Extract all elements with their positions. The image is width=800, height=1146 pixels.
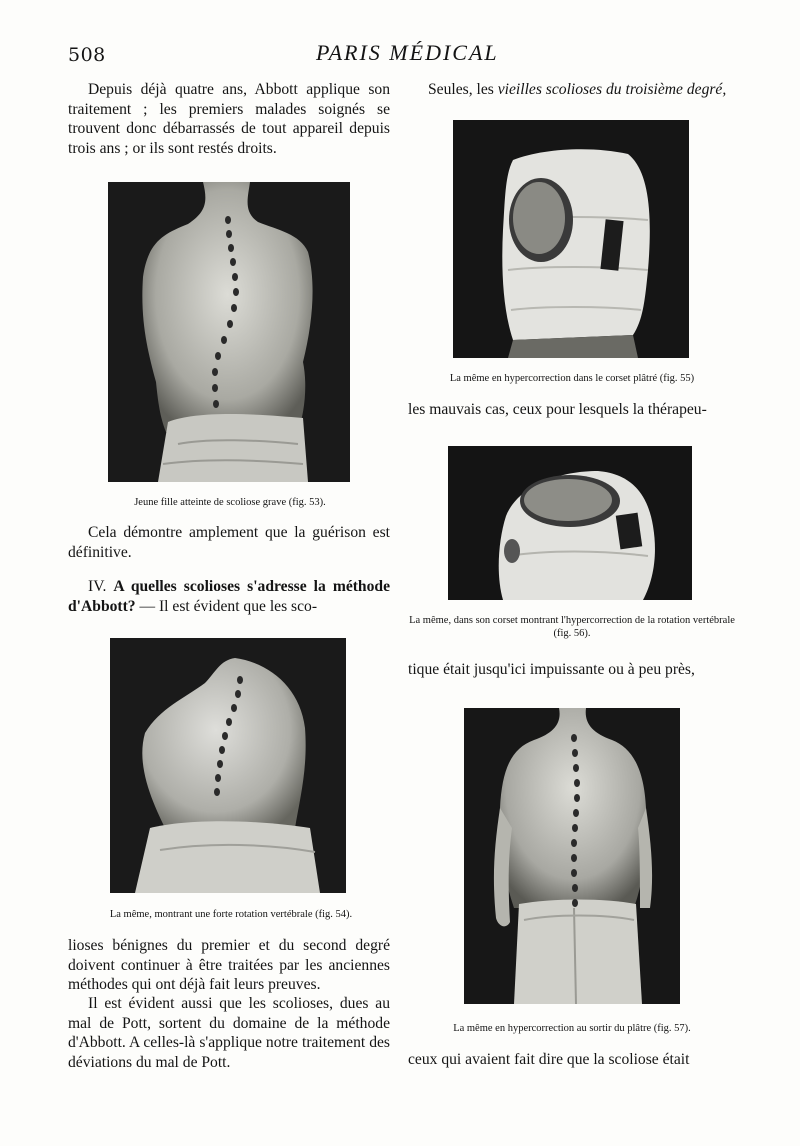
section-heading-iv xyxy=(68,577,390,616)
figure-54-caption: La même, montrant une forte rotation vertébrale (fig. 54). xyxy=(109,909,353,920)
severe-scoliosis-prefix: Seules, les xyxy=(428,81,498,98)
section-number: IV. xyxy=(88,578,107,595)
figure-56-photo xyxy=(448,446,692,600)
figure-53-photo xyxy=(108,182,350,482)
section-heading-text: A quelles scolioses s'adresse la méthode d'Abbott? xyxy=(68,578,390,615)
paragraph-bad-cases: les mauvais cas, ceux pour lesquels la thérapeu- xyxy=(408,401,707,418)
figure-56-caption: La même, dans son corset montrant l'hypercorrection de la rotation vertébrale (fig. 56). xyxy=(409,615,735,639)
page-number: 508 xyxy=(68,44,106,66)
figure-54-photo xyxy=(110,638,346,893)
paragraph-conclusion: Cela démontre amplement que la guérison est définitive. xyxy=(68,524,390,561)
severe-scoliosis-italic: vieilles scolioses du troisième degré, xyxy=(497,81,727,98)
figure-57-photo xyxy=(464,708,680,1004)
figure-53-caption: Jeune fille atteinte de scoliose grave (fig. 53). xyxy=(134,497,326,508)
section-heading-rest: — Il est évident que les sco- xyxy=(135,597,318,615)
figure-55-photo xyxy=(453,120,689,358)
paragraph-intro: Depuis déjà quatre ans, Abbott applique son traitement ; les premiers malades soignés se trouvent donc débarrassés de tout appareil depuis trois ans ; or ils sont restés droits. xyxy=(68,81,390,157)
figure-57-caption: La même en hypercorrection au sortir du plâtre (fig. 57). xyxy=(453,1023,691,1034)
figure-55-caption: La même en hypercorrection dans le corset plâtré (fig. 55) xyxy=(449,373,695,384)
journal-title: PARIS MÉDICAL xyxy=(316,40,499,65)
paragraph-therapeutics: tique était jusqu'ici impuissante ou à peu près, xyxy=(408,661,695,678)
paragraph-pott: Il est évident aussi que les scolioses, dues au mal de Pott, sortent du domaine de la méthode d'Abbott. A celles-là s'applique notre traitement des déviations du mal de Pott. xyxy=(68,995,390,1071)
paragraph-closing-line: ceux qui avaient fait dire que la scoliose était xyxy=(408,1051,690,1068)
paragraph-mild-scoliosis: lioses bénignes du premier et du second degré doivent continuer à être traitées par les anciennes méthodes qui ont déjà fait leurs preuves. xyxy=(68,937,390,993)
paragraph-severe-scoliosis xyxy=(408,80,736,100)
